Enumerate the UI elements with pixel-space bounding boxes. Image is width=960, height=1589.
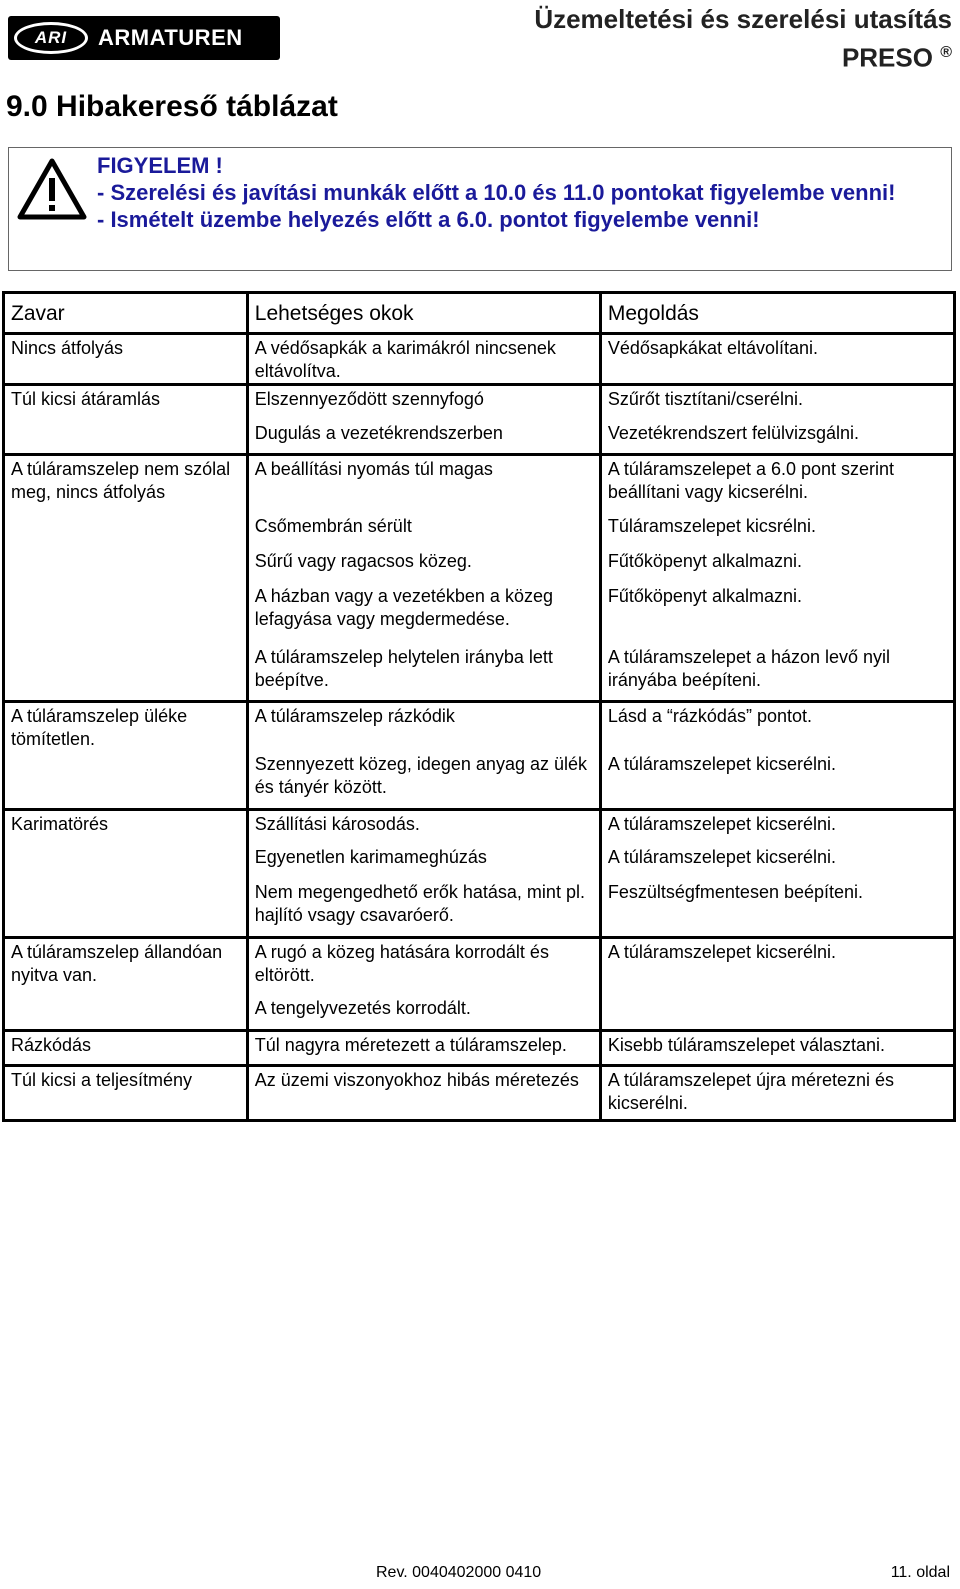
cause-cell: A túláramszelep rázkódik [247,702,600,752]
table-row [4,334,955,385]
fault-cell [4,879,248,937]
table-row [4,751,955,809]
table-row [4,420,955,455]
cause-cell: Dugulás a vezetékrendszerben [247,420,600,455]
fault-cell [4,644,248,702]
product-name: PRESO ® [841,42,952,73]
remedy-cell: Szűrőt tisztítani/cserélni. [600,385,954,420]
warning-line-1: - Szerelési és javítási munkák előtt a 10.0 és 11.0 pontokat figyelembe venni! [97,180,896,205]
fault-cell: Túl kicsi a teljesítmény [4,1065,248,1120]
cause-cell: A túláramszelep helytelen irányba lett beépítve. [247,644,600,702]
remedy-cell: A túláramszelepet a 6.0 pont szerint beállítani vagy kicserélni. [600,455,954,513]
cause-cell: Csőmembrán sérült [247,513,600,548]
header-fault: Zavar [4,293,248,334]
table-row [4,702,955,752]
cause-cell: A védősapkák a karimákról nincsenek eltávolítva. [247,334,600,385]
brand-name: ARMATUREN [98,25,243,50]
table-row [4,809,955,844]
fault-cell: Karimatörés [4,809,248,844]
table-row [4,644,955,702]
fault-cell [4,844,248,879]
table-row [4,844,955,879]
cause-cell: Sűrű vagy ragacsos közeg. [247,548,600,583]
fault-cell [4,995,248,1030]
warning-triangle-icon [17,158,87,220]
table-row [4,385,955,420]
remedy-cell: A túláramszelepet a házon levő nyil irányába beépíteni. [607,646,891,690]
cause-cell: Nem megengedhető erők hatása, mint pl. hajlító vsagy csavaróerő. [247,879,600,937]
remedy-cell: Fűtőköpenyt alkalmazni. [607,550,802,571]
remedy-cell: Vezetékrendszert felülvizsgálni. [607,422,860,443]
ari-armaturen-logo [8,16,280,60]
remedy-cell: Kisebb túláramszelepet választani. [600,1030,954,1065]
document-header [534,2,952,75]
remedy-cell [600,995,954,1030]
cause-cell: Az üzemi viszonyokhoz hibás méretezés [247,1065,600,1120]
remedy-cell: Fűtőköpenyt alkalmazni. [607,585,802,606]
warning-heading: FIGYELEM ! [97,153,223,178]
remedy-cell: Feszültségfmentesen beépíteni. [607,882,864,902]
remedy-cell: A túláramszelepet kicserélni. [607,754,836,774]
revision-number: Rev. 0040402000 0410 [376,1564,542,1581]
cause-cell: A beállítási nyomás túl magas [247,455,600,513]
remedy-cell: A túláramszelepet kicserélni. [600,809,954,844]
remedy-cell: A túláramszelepet újra méretezni és kicserélni. [600,1065,954,1120]
table-row [4,937,955,995]
cause-cell: Szennyezett közeg, idegen anyag az ülék és tányér között. [247,751,600,809]
remedy-cell: A túláramszelepet kicserélni. [607,847,836,867]
table-row [4,548,955,583]
ari-logo-text: ARI [34,28,68,47]
fault-cell: A túláramszelep üléke tömítetlen. [4,702,248,752]
table-row [4,1065,955,1120]
fault-cell: A túláramszelep állandóan nyitva van. [4,937,248,995]
warning-box [8,147,952,271]
table-row [4,513,955,548]
table-header-row [4,293,955,334]
table-row [4,1030,955,1065]
cause-cell: Túl nagyra méretezett a túláramszelep. [247,1030,600,1065]
remedy-cell: A túláramszelepet kicserélni. [600,937,954,995]
fault-cell [4,583,248,644]
warning-line-2: - Ismételt üzembe helyezés előtt a 6.0. pontot figyelembe venni! [97,207,760,232]
troubleshooting-table [2,291,956,1122]
cause-cell: A rugó a közeg hatására korrodált és eltörött. [247,937,600,995]
ari-logo-oval [14,22,88,54]
header-remedy: Megoldás [600,293,954,334]
warning-text [97,152,897,233]
page-number: 11. oldal [890,1564,950,1581]
fault-cell [4,548,248,583]
remedy-cell: Lásd a “rázkódás” pontot. [600,702,954,752]
cause-cell: Elszennyeződött szennyfogó [247,385,600,420]
fault-cell: Nincs átfolyás [4,334,248,385]
cause-cell: Egyenetlen karimameghúzás [247,844,600,879]
header-cause: Lehetséges okok [247,293,600,334]
table-row [4,583,955,644]
fault-cell [4,420,248,455]
remedy-cell: Túláramszelepet kicsrélni. [607,515,816,536]
fault-cell: Túl kicsi átáramlás [4,385,248,420]
fault-cell: A túláramszelep nem szólal meg, nincs átfolyás [4,455,248,513]
table-row [4,455,955,513]
registered-mark: ® [940,44,952,61]
table-row [4,879,955,937]
cause-cell: A tengelyvezetés korrodált. [247,995,600,1030]
fault-cell [4,513,248,548]
fault-cell: Rázkódás [4,1030,248,1065]
remedy-cell: Védősapkákat eltávolítani. [600,334,954,385]
document-title: Üzemeltetési és szerelési utasítás [534,4,952,34]
cause-cell: Szállítási károsodás. [247,809,600,844]
table-row [4,995,955,1030]
fault-cell [4,751,248,809]
section-title: 9.0 Hibakereső táblázat [6,90,338,123]
cause-cell: A házban vagy a vezetékben a közeg lefagyása vagy megdermedése. [247,583,600,644]
